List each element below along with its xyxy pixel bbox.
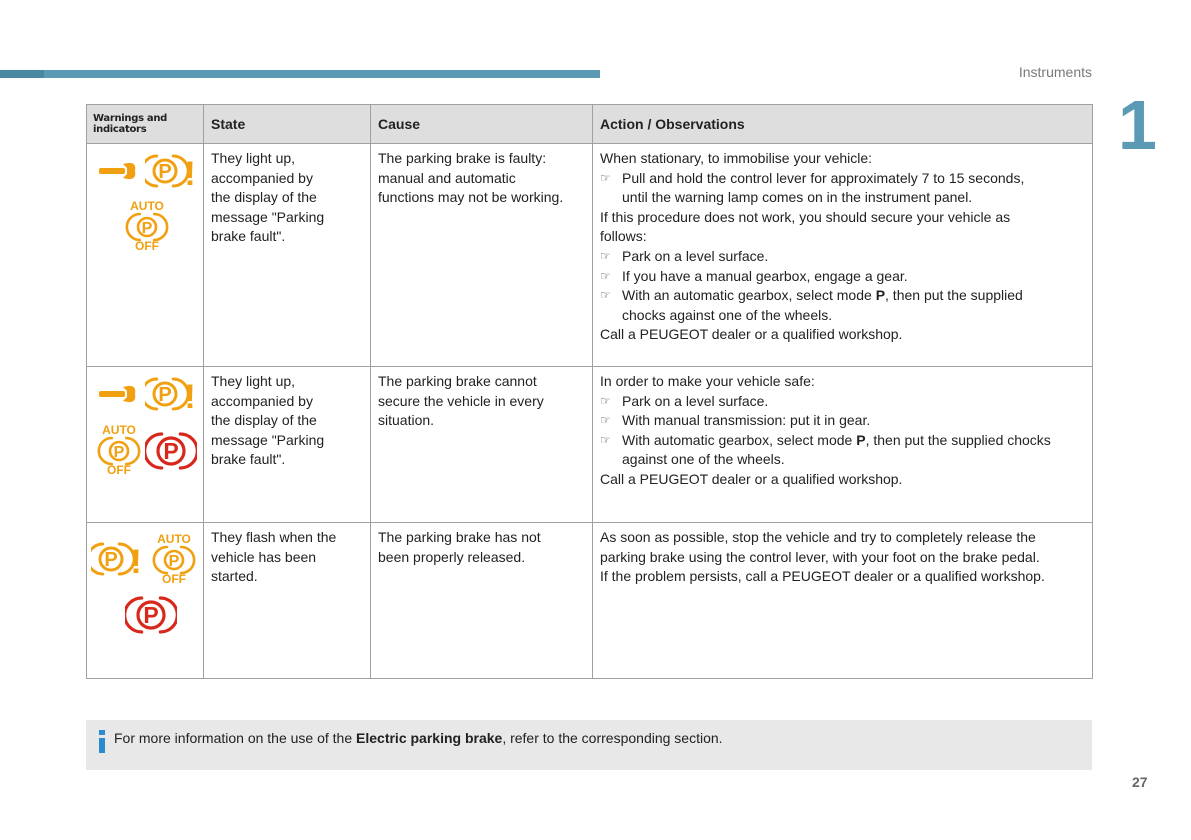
column-header-cause: Cause [371,105,593,144]
cause-cell: The parking brake is faulty: manual and automatic functions may not be working. [371,144,593,367]
svg-text:AUTO: AUTO [102,424,136,437]
list-item: ☞ Park on a level surface. [600,247,1085,267]
svg-text:P: P [163,438,179,464]
column-header-action: Action / Observations [593,105,1093,144]
list-item: ☞ With an automatic gearbox, select mode P, then put the supplied [600,286,1085,306]
state-cell: They light up, accompanied by the display of the message "Parking brake fault". [204,144,371,367]
svg-text:OFF: OFF [162,572,186,585]
table-header-row [87,105,1093,144]
state-cell: They flash when the vehicle has been started. [204,523,371,679]
info-link-text: Electric parking brake [356,730,503,746]
pointing-hand-icon: ☞ [600,248,611,263]
parking-brake-warning-icon [145,376,199,412]
svg-text:AUTO: AUTO [157,533,191,546]
header-accent-bar-start [0,70,44,78]
svg-text:!: ! [184,378,196,412]
parking-brake-red-icon [125,595,177,635]
pointing-hand-icon: ☞ [600,393,611,408]
action-cell: When stationary, to immobilise your vehicle: ☞ Pull and hold the control lever for approximately 7 to 15 seconds, until the warning lamp comes on in the instrument panel. If this procedure does not work, you should secure your vehicle as follows: ☞ Park on a level surface. ☞ If you have a manual gearbox, engage a gear. ☞ With an automatic gearbox, select mode P, then put the supplied chocks against one of the wheels. Call a PEUGEOT dealer or a qualified workshop. [593,144,1093,367]
parking-brake-warning-icon [145,153,199,189]
auto-parking-brake-off-icon [151,533,197,585]
column-header-state: State [204,105,371,144]
info-icon [96,730,108,759]
parking-brake-warning-icon [91,541,145,577]
chapter-number: 1 [1118,86,1157,164]
list-item-continuation: until the warning lamp comes on in the instrument panel. [622,189,973,206]
wrench-icon [97,383,137,405]
pointing-hand-icon: ☞ [600,268,611,283]
pointing-hand-icon: ☞ [600,432,611,447]
list-item: ☞ Park on a level surface. [600,392,1085,412]
page-number: 27 [1132,774,1148,790]
list-item: ☞ With manual transmission: put it in gear. [600,411,1085,431]
parking-brake-red-icon [145,431,197,471]
table-row [87,367,1093,523]
warning-icons-cell [87,367,204,523]
svg-text:!: ! [184,155,196,189]
cause-cell: The parking brake cannot secure the vehicle in every situation. [371,367,593,523]
svg-text:P: P [143,602,159,628]
svg-text:P: P [158,161,172,183]
svg-text:P: P [158,384,172,406]
list-item: ☞ Pull and hold the control lever for approximately 7 to 15 seconds, [600,169,1085,189]
svg-text:P: P [141,220,153,237]
wrench-icon [97,160,137,182]
info-text: For more information on the use of the Electric parking brake, refer to the corresponding section. [114,730,723,746]
svg-text:P: P [168,553,180,570]
auto-parking-brake-off-icon [124,200,170,252]
table-row [87,523,1093,679]
section-title: Instruments [1018,64,1092,80]
column-header-warnings: Warnings and indicators [87,105,204,144]
list-item: ☞ If you have a manual gearbox, engage a gear. [600,267,1085,287]
svg-text:P: P [113,444,125,461]
svg-text:P: P [104,549,118,571]
pointing-hand-icon: ☞ [600,413,611,428]
state-cell: They light up, accompanied by the display of the message "Parking brake fault". [204,367,371,523]
pointing-hand-icon: ☞ [600,170,611,185]
warnings-table [86,104,1093,679]
cause-cell: The parking brake has not been properly released. [371,523,593,679]
table-row [87,144,1093,367]
list-item-continuation: against one of the wheels. [622,451,785,468]
svg-text:OFF: OFF [135,239,159,252]
info-note [86,720,1092,770]
header-accent-bar [0,70,600,78]
warning-icons-cell [87,144,204,367]
action-cell: As soon as possible, stop the vehicle and try to completely release the parking brake using the control lever, with your foot on the brake pedal. If the problem persists, call a PEUGEOT dealer or a qualified workshop. [593,523,1093,679]
pointing-hand-icon: ☞ [600,288,611,303]
warning-icons-cell [87,523,204,679]
svg-text:!: ! [130,543,142,577]
svg-text:OFF: OFF [107,463,131,476]
svg-text:AUTO: AUTO [130,200,164,213]
list-item-continuation: chocks against one of the wheels. [622,306,833,323]
list-item: ☞ With automatic gearbox, select mode P, then put the supplied chocks [600,431,1085,451]
auto-parking-brake-off-icon [96,424,142,476]
action-cell: In order to make your vehicle safe: ☞ Park on a level surface. ☞ With manual transmission: put it in gear. ☞ With automatic gearbox, select mode P, then put the supplied chocks against one of the wheels. Call a PEUGEOT dealer or a qualified workshop. [593,367,1093,523]
